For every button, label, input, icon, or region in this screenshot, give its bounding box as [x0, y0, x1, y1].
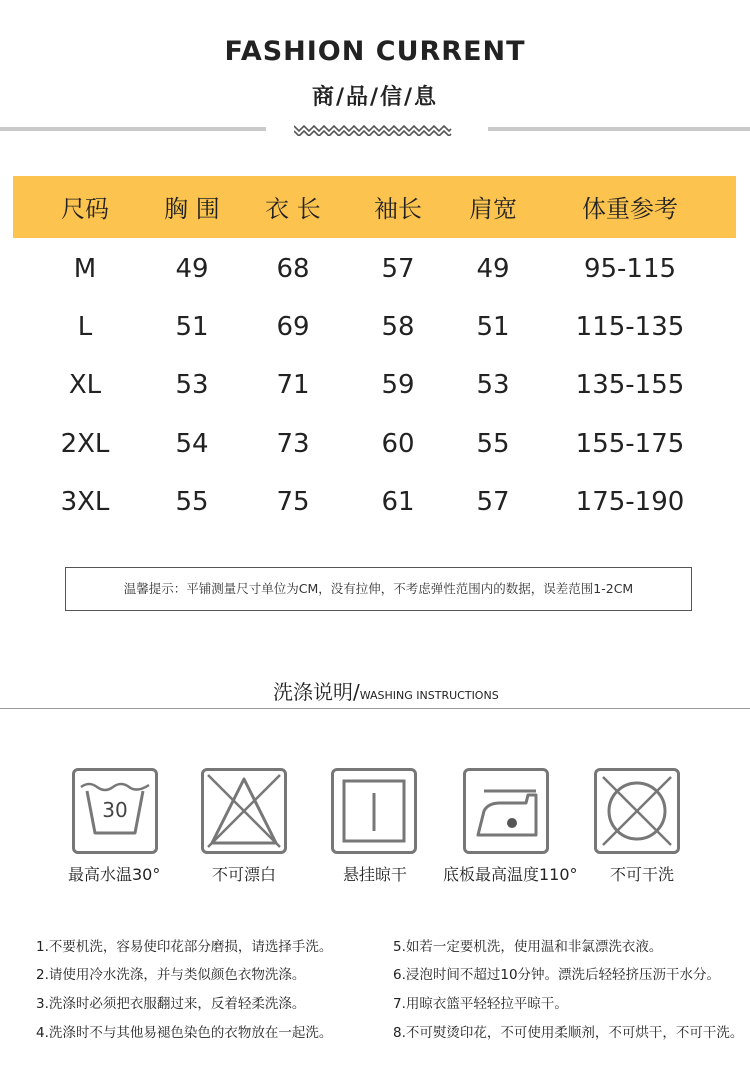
instruction-item: 8.不可熨烫印花，不可使用柔顺剂，不可烘干，不可干洗。: [393, 1025, 744, 1041]
table-cell: 61: [381, 487, 415, 517]
iron-icon: [463, 768, 549, 854]
instruction-item: 3.洗涤时必须把衣服翻过来，反着轻柔洗涤。: [36, 996, 306, 1012]
table-cell: 55: [476, 429, 510, 459]
line-dry-label: 悬挂晾干: [343, 865, 408, 884]
instruction-item: 7.用晾衣篮平轻轻拉平晾干。: [393, 996, 568, 1012]
washing-title: [273, 676, 499, 705]
no-bleach-label: 不可漂白: [212, 865, 277, 884]
col-header-shoulder: 肩宽: [469, 195, 517, 223]
table-cell: 49: [476, 254, 510, 284]
divider-right: [488, 127, 750, 131]
washing-title-cn: 洗涤说明/: [273, 680, 360, 704]
table-cell: 155-175: [575, 429, 685, 459]
instruction-item: 5.如若一定要机洗，使用温和非氯漂洗衣液。: [393, 939, 663, 955]
wave-divider-icon: [294, 122, 456, 136]
washing-divider: [0, 708, 750, 709]
col-header-size: 尺码: [61, 195, 109, 223]
table-cell: 71: [276, 370, 310, 400]
table-cell: 73: [276, 429, 310, 459]
measurement-note: 温馨提示：平铺测量尺寸单位为CM，没有拉伸，不考虑弹性范围内的数据，误差范围1-2CM: [65, 567, 692, 611]
iron-label: 底板最高温度110°: [443, 865, 578, 884]
no-bleach-icon: [201, 768, 287, 854]
table-cell: 54: [175, 429, 209, 459]
instruction-item: 2.请使用冷水洗涤，并与类似颜色衣物洗涤。: [36, 967, 306, 983]
instruction-item: 6.浸泡时间不超过10分钟。漂洗后轻轻挤压沥干水分。: [393, 967, 721, 983]
table-cell: XL: [68, 370, 102, 400]
table-cell: 68: [276, 254, 310, 284]
table-cell: 53: [175, 370, 209, 400]
svg-text:30: 30: [102, 798, 128, 822]
line-dry-icon: [331, 768, 417, 854]
table-cell: 55: [175, 487, 209, 517]
page-subtitle: 商/品/信/息: [311, 85, 439, 110]
table-cell: 57: [381, 254, 415, 284]
col-header-length: 衣 长: [265, 195, 321, 223]
page-title: FASHION CURRENT: [224, 36, 526, 67]
table-cell: 2XL: [60, 429, 110, 459]
table-cell: 69: [276, 312, 310, 342]
table-cell: 95-115: [583, 254, 677, 284]
table-cell: 51: [476, 312, 510, 342]
instruction-item: 1.不要机洗，容易使印花部分磨损，请选择手洗。: [36, 939, 333, 955]
wash-30-icon: [72, 768, 158, 854]
col-header-weight: 体重参考: [582, 195, 678, 223]
instruction-item: 4.洗涤时不与其他易褪色染色的衣物放在一起洗。: [36, 1025, 333, 1041]
wash-30-label: 最高水温30°: [68, 865, 161, 884]
table-cell: 49: [175, 254, 209, 284]
table-cell: 60: [381, 429, 415, 459]
table-cell: 58: [381, 312, 415, 342]
col-header-chest: 胸 围: [164, 195, 220, 223]
washing-title-en: WASHING INSTRUCTIONS: [359, 689, 499, 702]
divider-left: [0, 127, 266, 131]
table-cell: 75: [276, 487, 310, 517]
col-header-sleeve: 袖长: [374, 195, 422, 223]
table-cell: 51: [175, 312, 209, 342]
no-dry-clean-icon: [594, 768, 680, 854]
table-cell: 135-155: [575, 370, 685, 400]
table-cell: 3XL: [60, 487, 110, 517]
table-cell: L: [77, 312, 93, 342]
table-cell: M: [73, 254, 97, 284]
no-dry-clean-label: 不可干洗: [610, 865, 675, 884]
table-cell: 57: [476, 487, 510, 517]
table-cell: 53: [476, 370, 510, 400]
table-cell: 115-135: [575, 312, 685, 342]
table-cell: 175-190: [575, 487, 685, 517]
table-cell: 59: [381, 370, 415, 400]
